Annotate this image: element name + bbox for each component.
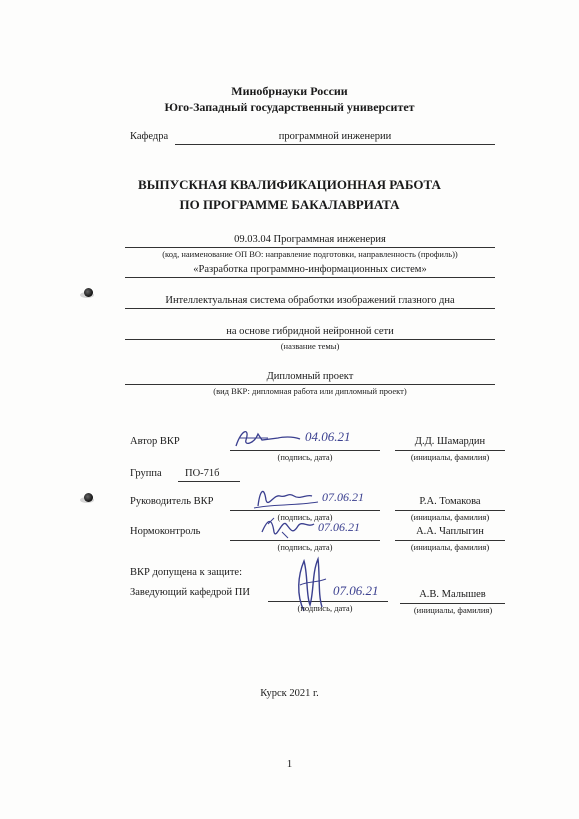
supervisor-date: 07.06.21	[322, 490, 364, 504]
work-type-underline	[125, 384, 495, 385]
group-underline	[178, 481, 240, 482]
document-title-line2: ПО ПРОГРАММЕ БАКАЛАВРИАТА	[179, 197, 400, 212]
program-profile: «Разработка программно-информационных систем»	[193, 264, 427, 275]
supervisor-signature	[252, 484, 322, 512]
normcontrol-name: А.А. Чаплыгин	[416, 526, 484, 537]
normcontrol-name-caption: (инициалы, фамилия)	[410, 542, 490, 552]
head-name-caption: (инициалы, фамилия)	[413, 605, 493, 615]
topic-underline-1	[125, 308, 495, 309]
city-year: Курск 2021 г.	[260, 688, 319, 699]
normcontrol-name-line	[395, 540, 505, 541]
head-signature-caption: (подпись, дата)	[297, 603, 353, 613]
topic-caption: (название темы)	[280, 341, 340, 351]
ministry-name: Минобрнауки России	[231, 84, 348, 98]
punch-hole	[84, 288, 93, 297]
supervisor-name: Р.А. Томакова	[419, 496, 481, 507]
head-date: 07.06.21	[333, 583, 379, 598]
normcontrol-date: 07.06.21	[318, 520, 360, 534]
topic-underline-2	[125, 339, 495, 340]
head-of-department-label: Заведующий кафедрой ПИ	[130, 587, 250, 598]
page-number: 1	[286, 758, 293, 770]
program-caption: (код, наименование ОП ВО: направление подготовки, направленность (профиль))	[162, 249, 458, 259]
author-name-caption: (инициалы, фамилия)	[410, 452, 490, 462]
program-code: 09.03.04 Программная инженерия	[234, 234, 386, 245]
normcontrol-signature-caption: (подпись, дата)	[277, 542, 333, 552]
department-value: программной инженерии	[278, 131, 392, 142]
author-name: Д.Д. Шамардин	[414, 436, 486, 447]
topic-line1: Интеллектуальная система обработки изображений глазного дна	[165, 295, 455, 306]
admission-statement: ВКР допущена к защите:	[130, 567, 242, 578]
department-underline	[175, 144, 495, 145]
author-date: 04.06.21	[305, 429, 351, 444]
author-signature-caption: (подпись, дата)	[277, 452, 333, 462]
normcontrol-label: Нормоконтроль	[130, 526, 201, 537]
supervisor-signature-caption: (подпись, дата)	[277, 512, 333, 522]
head-name-line	[400, 603, 505, 604]
topic-line2: на основе гибридной нейронной сети	[226, 326, 394, 337]
supervisor-label: Руководитель ВКР	[130, 496, 214, 507]
document-title-line1: ВЫПУСКНАЯ КВАЛИФИКАЦИОННАЯ РАБОТА	[138, 177, 441, 192]
punch-hole	[84, 493, 93, 502]
normcontrol-signature	[258, 514, 318, 542]
profile-underline	[125, 277, 495, 278]
program-underline	[125, 247, 495, 248]
work-type-caption: (вид ВКР: дипломная работа или дипломный проект)	[213, 386, 407, 396]
group-value: ПО-71б	[185, 468, 220, 479]
author-label: Автор ВКР	[130, 436, 180, 447]
author-signature	[232, 426, 302, 452]
university-name: Юго-Западный государственный университет	[164, 100, 415, 114]
group-label: Группа	[130, 468, 162, 479]
supervisor-name-caption: (инициалы, фамилия)	[410, 512, 490, 522]
author-name-line	[395, 450, 505, 451]
department-label: Кафедра	[130, 131, 169, 142]
work-type-value: Дипломный проект	[266, 371, 354, 382]
supervisor-name-line	[395, 510, 505, 511]
head-name: А.В. Малышев	[419, 589, 486, 600]
